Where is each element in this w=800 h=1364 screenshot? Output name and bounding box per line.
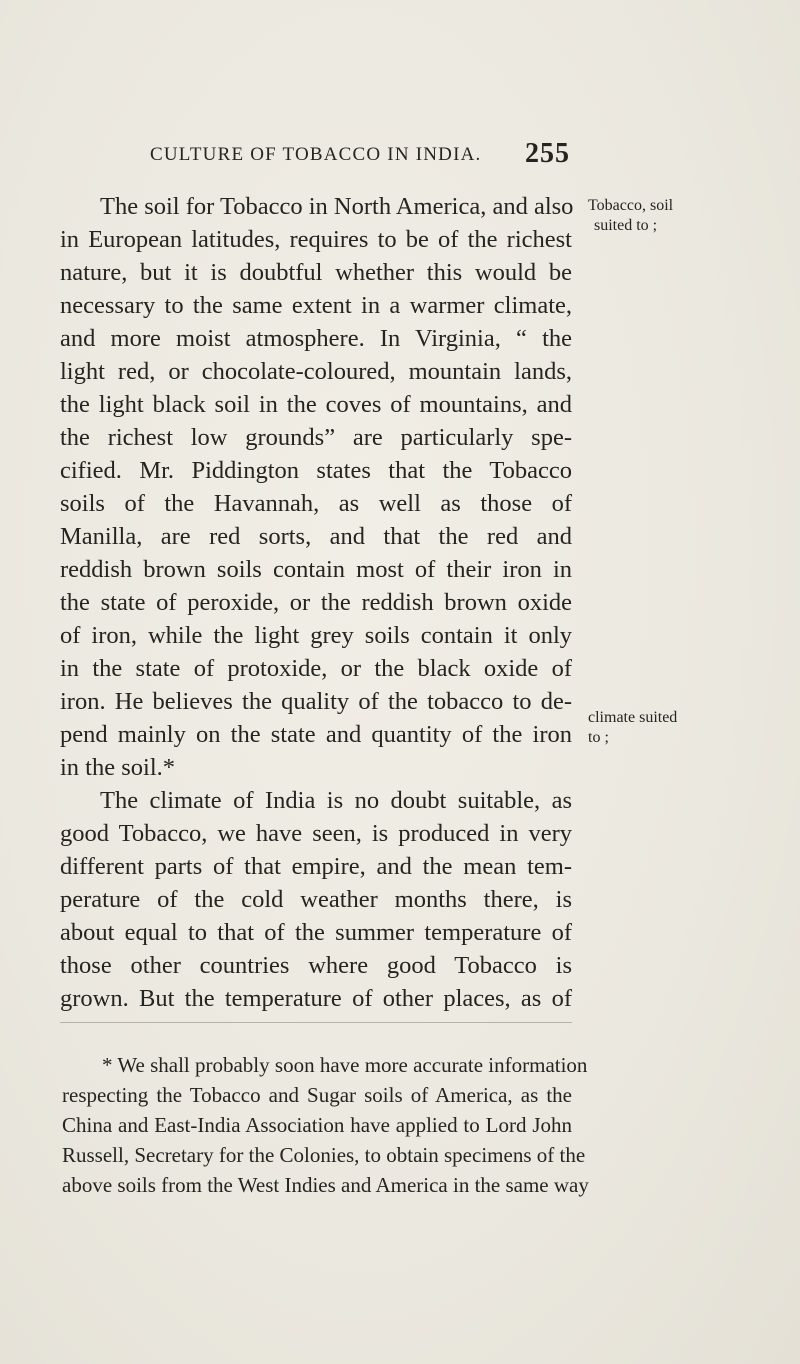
text-line: the richest low grounds” are particularly spe-: [60, 424, 572, 451]
text-line: light red, or chocolate-coloured, mountain lands,: [60, 358, 572, 385]
text-line: those other countries where good Tobacco is: [60, 952, 572, 979]
text-line: the state of peroxide, or the reddish brown oxide: [60, 589, 572, 616]
margin-note-line: Tobacco, soil: [588, 197, 674, 214]
footnote: [62, 1050, 589, 1200]
text-line: iron. He believes the quality of the tobacco to de-: [60, 688, 572, 715]
text-line: good Tobacco, we have seen, is produced in very: [60, 820, 572, 847]
text-line: in the state of protoxide, or the black oxide of: [60, 655, 572, 682]
text-line: the light black soil in the coves of mountains, and: [60, 391, 572, 418]
text-line: Manilla, are red sorts, and that the red and: [60, 523, 572, 550]
text-line: nature, but it is doubtful whether this would be: [60, 259, 572, 286]
text-line: different parts of that empire, and the mean tem-: [60, 853, 572, 880]
footnote-line: respecting the Tobacco and Sugar soils of America, as the: [62, 1083, 572, 1107]
page-number: 255: [525, 138, 570, 169]
text-line: The climate of India is no doubt suitable, as: [100, 787, 572, 814]
text-line: cified. Mr. Piddington states that the Tobacco: [60, 457, 572, 484]
margin-note-tobacco-soil: [588, 196, 788, 236]
text-line: grown. But the temperature of other places, as of: [60, 985, 572, 1012]
margin-note-line: climate suited: [588, 709, 678, 726]
text-line: in the soil.*: [60, 754, 176, 781]
running-head: CULTURE OF TOBACCO IN INDIA.: [150, 144, 482, 165]
margin-note-climate: [588, 708, 788, 748]
footnote-line: Russell, Secretary for the Colonies, to obtain specimens of the: [62, 1143, 586, 1167]
text-line: and more moist atmosphere. In Virginia, “ the: [60, 325, 572, 352]
text-line: about equal to that of the summer temperature of: [60, 919, 572, 946]
footnote-divider: [60, 1022, 572, 1023]
text-line: pend mainly on the state and quantity of the iron: [60, 721, 572, 748]
text-line: The soil for Tobacco in North America, and also: [100, 193, 574, 220]
text-line: perature of the cold weather months there, is: [60, 886, 572, 913]
page-header: [150, 138, 570, 178]
footnote-line: * We shall probably soon have more accurate information: [102, 1053, 588, 1077]
body-text: [60, 190, 572, 1015]
footnote-line: China and East-India Association have applied to Lord John: [62, 1113, 572, 1137]
text-line: of iron, while the light grey soils contain it only: [60, 622, 572, 649]
margin-note-line: to ;: [588, 729, 609, 746]
text-line: necessary to the same extent in a warmer climate,: [60, 292, 572, 319]
text-line: reddish brown soils contain most of their iron in: [60, 556, 572, 583]
margin-note-line: suited to ;: [594, 217, 658, 234]
footnote-line: above soils from the West Indies and America in the same way: [62, 1173, 589, 1197]
text-line: in European latitudes, requires to be of the richest: [60, 226, 572, 253]
text-line: soils of the Havannah, as well as those of: [60, 490, 572, 517]
